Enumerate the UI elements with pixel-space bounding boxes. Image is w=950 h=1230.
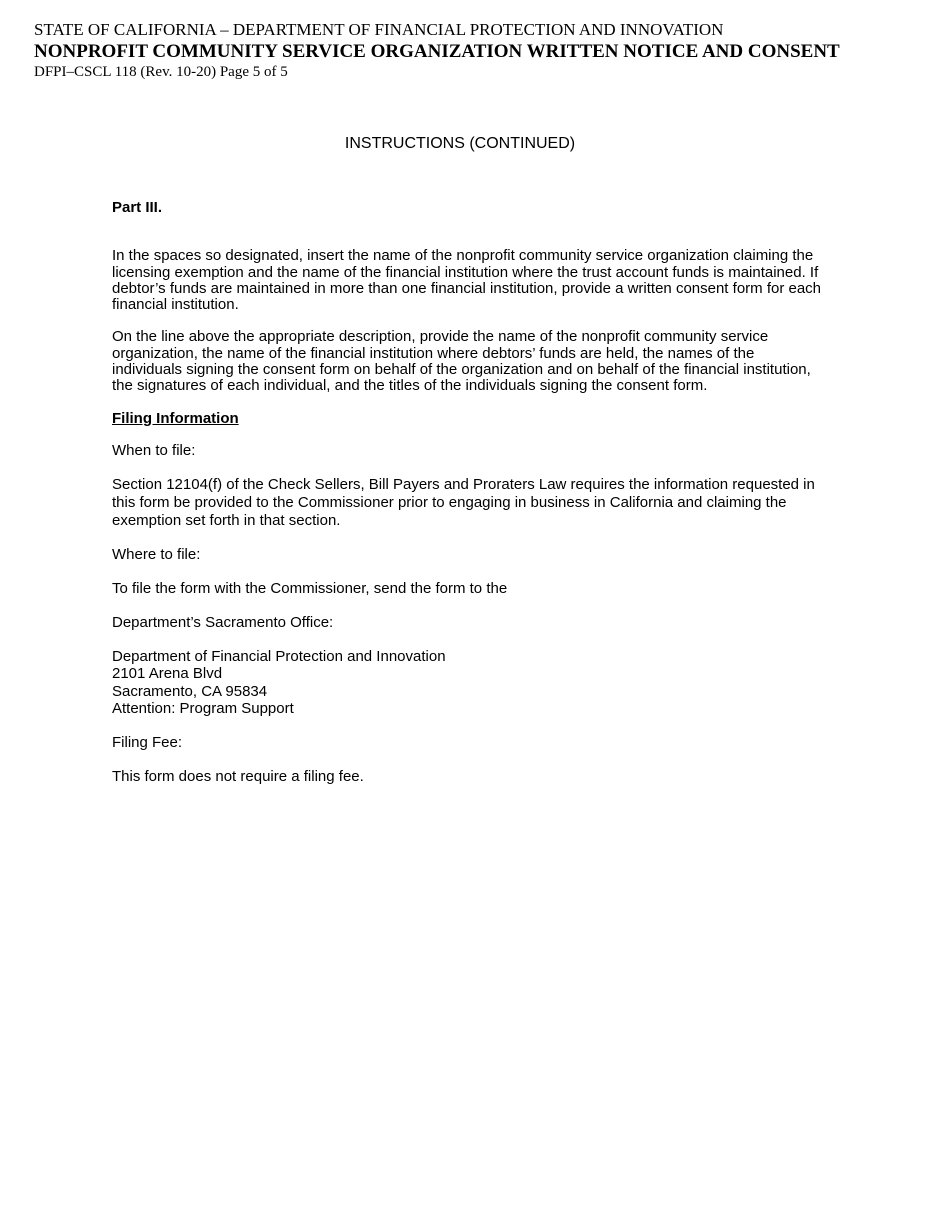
where-to-file-text: To file the form with the Commissioner, send the form to the bbox=[112, 579, 508, 597]
address-line-3: Sacramento, CA 95834 bbox=[112, 682, 268, 700]
when-to-file-label: When to file: bbox=[112, 441, 196, 459]
part-three-paragraph-1: In the spaces so designated, insert the name of the nonprofit community service organization claiming the licensing exemption and the name of the financial institution where the trust account funds is maintained. If debtor’s funds are maintained in more than one financial institution, provide a written consent form for each financial institution. bbox=[112, 247, 822, 314]
address-line-1: Department of Financial Protection and Innovation bbox=[112, 647, 446, 665]
part-three-paragraph-2: On the line above the appropriate description, provide the name of the nonprofit community service organization, the name of the financial institution where debtors’ funds are held, the names of the individuals signing the consent form on behalf of the organization and on behalf of the financial institution, the signatures of each individual, and the titles of the individuals signing the consent form. bbox=[112, 328, 811, 395]
filing-fee-text: This form does not require a filing fee. bbox=[112, 767, 364, 785]
sacramento-office-label: Department’s Sacramento Office: bbox=[112, 613, 334, 631]
mailing-address bbox=[112, 648, 822, 718]
form-id-page-number: DFPI–CSCL 118 (Rev. 10-20) Page 5 of 5 bbox=[34, 64, 288, 80]
when-to-file-text: Section 12104(f) of the Check Sellers, Bill Payers and Proraters Law requires the information requested in this form be provided to the Commissioner prior to engaging in business in California and claiming the exemption set forth in that section. bbox=[112, 475, 815, 529]
agency-name: STATE OF CALIFORNIA – DEPARTMENT OF FINANCIAL PROTECTION AND INNOVATION bbox=[34, 20, 724, 39]
form-title: NONPROFIT COMMUNITY SERVICE ORGANIZATION WRITTEN NOTICE AND CONSENT bbox=[34, 41, 840, 62]
form-header bbox=[34, 20, 840, 81]
instructions-body bbox=[112, 200, 822, 802]
section-heading: INSTRUCTIONS (CONTINUED) bbox=[344, 135, 576, 152]
address-line-2: 2101 Arena Blvd bbox=[112, 665, 223, 683]
where-to-file-label: Where to file: bbox=[112, 545, 201, 563]
address-line-4: Attention: Program Support bbox=[112, 700, 294, 718]
part-three-title: Part III. bbox=[112, 199, 163, 216]
filing-fee-label: Filing Fee: bbox=[112, 733, 183, 751]
filing-information-heading: Filing Information bbox=[112, 409, 239, 427]
